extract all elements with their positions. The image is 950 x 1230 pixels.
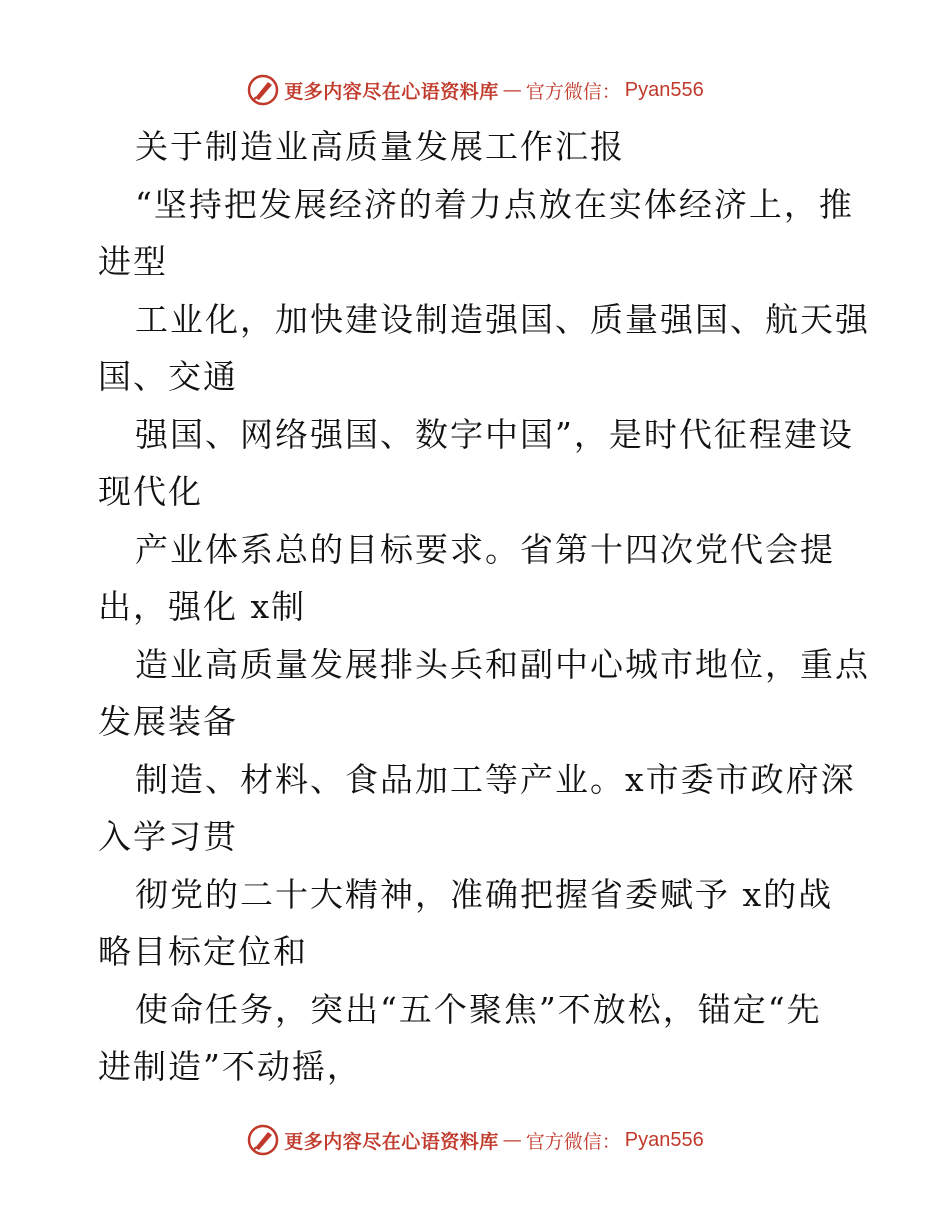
text-line: 入学习贯 bbox=[98, 817, 238, 856]
header-wechat-label: 官方微信： bbox=[525, 80, 621, 103]
header-wechat-id: Pyan556 bbox=[624, 78, 704, 101]
document-body bbox=[98, 118, 870, 1096]
text-line: 产业体系总的目标要求。省第十四次党代会提 bbox=[135, 529, 835, 569]
text-line: 强国、网络强国、数字中国”，是时代征程建设 bbox=[135, 414, 854, 454]
footer-dash: — bbox=[502, 1129, 522, 1151]
text-line: 造业高质量发展排头兵和副中心城市地位，重点 bbox=[135, 644, 870, 684]
text-line: “坚持把发展经济的着力点放在实体经济上，推 bbox=[135, 184, 854, 224]
text-line: 彻党的二十大精神，准确把握省委赋予 x的战 bbox=[135, 874, 834, 914]
text-line: 发展装备 bbox=[98, 702, 238, 741]
text-line: 国、交通 bbox=[98, 357, 238, 396]
text-line: 工业化，加快建设制造强国、质量强国、航天强 bbox=[135, 299, 870, 339]
text-line: 略目标定位和 bbox=[98, 932, 308, 971]
footer-site-text: 更多内容尽在心语资料库 bbox=[284, 1130, 499, 1153]
text-line: 使命任务，突出“五个聚焦”不放松，锚定“先 bbox=[135, 989, 822, 1029]
header-banner bbox=[0, 70, 950, 110]
footer-wechat-id: Pyan556 bbox=[624, 1128, 704, 1151]
footer-wechat-label: 官方微信： bbox=[525, 1130, 621, 1153]
quill-pen-logo-icon bbox=[246, 73, 280, 107]
document-title: 关于制造业高质量发展工作汇报 bbox=[135, 127, 625, 166]
header-dash: — bbox=[502, 79, 522, 101]
text-line: 进制造”不动摇， bbox=[98, 1047, 362, 1086]
text-line: 现代化 bbox=[98, 472, 203, 511]
header-site-text: 更多内容尽在心语资料库 bbox=[284, 80, 499, 103]
quill-pen-logo-icon bbox=[246, 1123, 280, 1157]
footer-banner bbox=[0, 1120, 950, 1160]
text-line: 进型 bbox=[98, 242, 168, 281]
text-line: 制造、材料、食品加工等产业。x市委市政府深 bbox=[135, 759, 856, 799]
text-line: 出，强化 x制 bbox=[98, 587, 307, 626]
